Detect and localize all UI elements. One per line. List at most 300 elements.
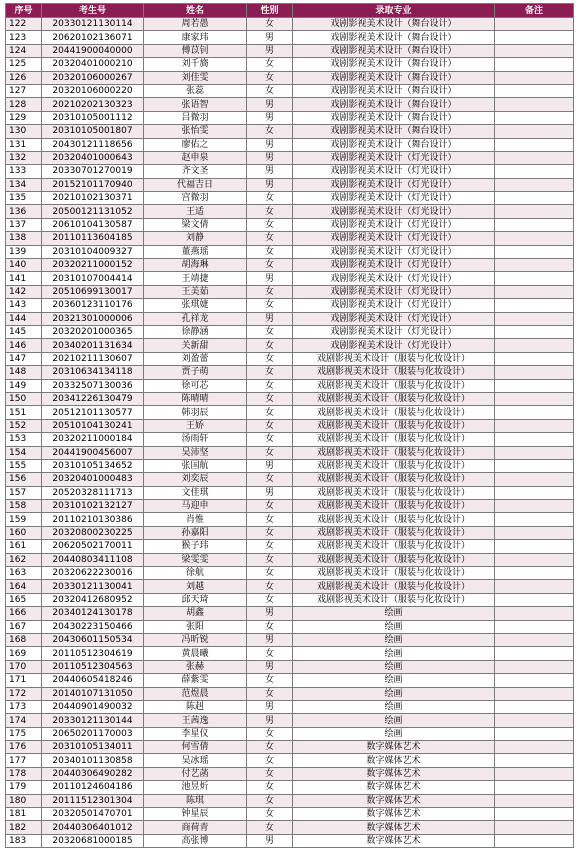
- cell-exam-number: 20610104130587: [42, 218, 144, 231]
- cell-gender: 女: [247, 593, 293, 606]
- cell-name: 汤雨轩: [144, 433, 247, 446]
- cell-name: 薛紫雯: [144, 674, 247, 687]
- table-row: [6, 459, 574, 472]
- cell-exam-number: 20440605418246: [42, 674, 144, 687]
- cell-no: 169: [6, 647, 42, 660]
- cell-major: 戏剧影视美术设计（灯光设计）: [293, 285, 495, 298]
- table-row: [6, 700, 574, 713]
- cell-exam-number: 20110210130386: [42, 513, 144, 526]
- cell-no: 145: [6, 325, 42, 338]
- cell-note: [495, 781, 574, 794]
- cell-major: 戏剧影视美术设计（灯光设计）: [293, 312, 495, 325]
- cell-name: 周若愚: [144, 18, 247, 31]
- cell-gender: 女: [247, 245, 293, 258]
- cell-no: 163: [6, 567, 42, 580]
- cell-no: 136: [6, 205, 42, 218]
- cell-gender: 男: [247, 834, 293, 847]
- table-row: [6, 18, 574, 31]
- cell-note: [495, 727, 574, 740]
- cell-note: [495, 433, 574, 446]
- cell-gender: 女: [247, 352, 293, 365]
- table-row: [6, 71, 574, 84]
- cell-major: 绘画: [293, 633, 495, 646]
- cell-gender: 女: [247, 205, 293, 218]
- table-row: [6, 553, 574, 566]
- cell-gender: 女: [247, 781, 293, 794]
- cell-note: [495, 500, 574, 513]
- cell-major: 戏剧影视美术设计（服装与化妆设计）: [293, 419, 495, 432]
- cell-exam-number: 20320201000365: [42, 325, 144, 338]
- cell-exam-number: 20341226130479: [42, 392, 144, 405]
- cell-exam-number: 20340101130858: [42, 754, 144, 767]
- cell-note: [495, 205, 574, 218]
- table-row: [6, 741, 574, 754]
- table-row: [6, 633, 574, 646]
- cell-major: 戏剧影视美术设计（舞台设计）: [293, 71, 495, 84]
- cell-no: 179: [6, 781, 42, 794]
- cell-exam-number: 20430121118656: [42, 138, 144, 151]
- table-body: [6, 18, 574, 848]
- table-row: [6, 754, 574, 767]
- table-row: [6, 781, 574, 794]
- table-row: [6, 620, 574, 633]
- table-row: [6, 419, 574, 432]
- table-row: [6, 165, 574, 178]
- cell-name: 傅苡钊: [144, 44, 247, 57]
- cell-note: [495, 379, 574, 392]
- cell-note: [495, 754, 574, 767]
- cell-major: 戏剧影视美术设计（灯光设计）: [293, 192, 495, 205]
- cell-no: 135: [6, 192, 42, 205]
- cell-note: [495, 31, 574, 44]
- cell-name: 代福吉日: [144, 178, 247, 191]
- cell-note: [495, 620, 574, 633]
- table-row: [6, 232, 574, 245]
- table-row: [6, 178, 574, 191]
- cell-exam-number: 20310105001112: [42, 111, 144, 124]
- table-row: [6, 205, 574, 218]
- table-row: [6, 218, 574, 231]
- cell-major: 戏剧影视美术设计（服装与化妆设计）: [293, 580, 495, 593]
- cell-exam-number: 20310105001807: [42, 125, 144, 138]
- cell-exam-number: 20320401000643: [42, 151, 144, 164]
- cell-gender: 女: [247, 500, 293, 513]
- cell-name: 马迎申: [144, 500, 247, 513]
- cell-no: 124: [6, 44, 42, 57]
- cell-note: [495, 607, 574, 620]
- cell-name: 韩羽辰: [144, 406, 247, 419]
- cell-exam-number: 20430223150466: [42, 620, 144, 633]
- cell-major: 戏剧影视美术设计（服装与化妆设计）: [293, 513, 495, 526]
- cell-name: 康家玮: [144, 31, 247, 44]
- cell-exam-number: 20310104009327: [42, 245, 144, 258]
- table-row: [6, 446, 574, 459]
- cell-no: 172: [6, 687, 42, 700]
- cell-major: 戏剧影视美术设计（舞台设计）: [293, 138, 495, 151]
- cell-name: 刘越: [144, 580, 247, 593]
- cell-gender: 女: [247, 727, 293, 740]
- cell-exam-number: 20310105134011: [42, 741, 144, 754]
- cell-gender: 女: [247, 821, 293, 834]
- cell-major: 数字媒体艺术: [293, 767, 495, 780]
- table-row: [6, 834, 574, 847]
- cell-note: [495, 151, 574, 164]
- cell-no: 164: [6, 580, 42, 593]
- cell-name: 徐航: [144, 567, 247, 580]
- cell-no: 126: [6, 71, 42, 84]
- cell-note: [495, 767, 574, 780]
- cell-exam-number: 20500121131052: [42, 205, 144, 218]
- cell-no: 157: [6, 486, 42, 499]
- cell-note: [495, 486, 574, 499]
- cell-note: [495, 821, 574, 834]
- table-row: [6, 84, 574, 97]
- table-row: [6, 473, 574, 486]
- cell-major: 戏剧影视美术设计（服装与化妆设计）: [293, 553, 495, 566]
- cell-no: 165: [6, 593, 42, 606]
- cell-gender: 女: [247, 567, 293, 580]
- cell-gender: 女: [247, 392, 293, 405]
- cell-gender: 女: [247, 406, 293, 419]
- table-row: [6, 339, 574, 352]
- cell-major: 数字媒体艺术: [293, 794, 495, 807]
- table-row: [6, 687, 574, 700]
- cell-note: [495, 192, 574, 205]
- cell-gender: 男: [247, 98, 293, 111]
- cell-gender: 男: [247, 151, 293, 164]
- table-row: [6, 727, 574, 740]
- cell-note: [495, 526, 574, 539]
- cell-exam-number: 20340124130178: [42, 607, 144, 620]
- table-row: [6, 272, 574, 285]
- cell-major: 戏剧影视美术设计（舞台设计）: [293, 18, 495, 31]
- cell-major: 数字媒体艺术: [293, 741, 495, 754]
- cell-name: 陈琪: [144, 794, 247, 807]
- cell-name: 孔祥龙: [144, 312, 247, 325]
- cell-name: 陈赳: [144, 700, 247, 713]
- cell-name: 张琪婕: [144, 299, 247, 312]
- cell-no: 122: [6, 18, 42, 31]
- cell-major: 绘画: [293, 620, 495, 633]
- table-row: [6, 593, 574, 606]
- cell-gender: 男: [247, 111, 293, 124]
- cell-no: 170: [6, 660, 42, 673]
- cell-name: 刘千旖: [144, 58, 247, 71]
- cell-major: 戏剧影视美术设计（服装与化妆设计）: [293, 459, 495, 472]
- cell-major: 戏剧影视美术设计（舞台设计）: [293, 58, 495, 71]
- table-row: [6, 392, 574, 405]
- cell-no: 174: [6, 714, 42, 727]
- table-row: [6, 138, 574, 151]
- table-row: [6, 526, 574, 539]
- cell-exam-number: 20320106000267: [42, 71, 144, 84]
- header-name: 姓名: [144, 4, 247, 18]
- cell-exam-number: 20440306401012: [42, 821, 144, 834]
- cell-note: [495, 540, 574, 553]
- cell-name: 王靖捷: [144, 272, 247, 285]
- cell-exam-number: 20360123110176: [42, 299, 144, 312]
- cell-no: 183: [6, 834, 42, 847]
- cell-note: [495, 366, 574, 379]
- cell-name: 董燕瑶: [144, 245, 247, 258]
- cell-note: [495, 339, 574, 352]
- table-row: [6, 794, 574, 807]
- cell-gender: 女: [247, 259, 293, 272]
- cell-exam-number: 20330121130114: [42, 18, 144, 31]
- cell-note: [495, 513, 574, 526]
- cell-no: 139: [6, 245, 42, 258]
- cell-name: 王适: [144, 205, 247, 218]
- table-row: [6, 486, 574, 499]
- cell-major: 绘画: [293, 727, 495, 740]
- cell-gender: 女: [247, 446, 293, 459]
- cell-name: 刘盈蕾: [144, 352, 247, 365]
- cell-major: 戏剧影视美术设计（舞台设计）: [293, 125, 495, 138]
- cell-no: 132: [6, 151, 42, 164]
- table-row: [6, 580, 574, 593]
- cell-name: 齐文圣: [144, 165, 247, 178]
- cell-exam-number: 20441900040000: [42, 44, 144, 57]
- cell-gender: 女: [247, 808, 293, 821]
- cell-major: 绘画: [293, 714, 495, 727]
- cell-no: 149: [6, 379, 42, 392]
- cell-no: 150: [6, 392, 42, 405]
- cell-note: [495, 285, 574, 298]
- cell-major: 数字媒体艺术: [293, 754, 495, 767]
- cell-gender: 女: [247, 767, 293, 780]
- cell-note: [495, 647, 574, 660]
- cell-name: 钟星辰: [144, 808, 247, 821]
- cell-name: 张赫: [144, 660, 247, 673]
- cell-exam-number: 20320401000210: [42, 58, 144, 71]
- cell-major: 数字媒体艺术: [293, 821, 495, 834]
- cell-note: [495, 419, 574, 432]
- table-row: [6, 433, 574, 446]
- cell-name: 黄晨曦: [144, 647, 247, 660]
- cell-no: 131: [6, 138, 42, 151]
- cell-no: 140: [6, 259, 42, 272]
- cell-note: [495, 473, 574, 486]
- cell-gender: 女: [247, 647, 293, 660]
- cell-major: 戏剧影视美术设计（灯光设计）: [293, 178, 495, 191]
- cell-name: 李星仪: [144, 727, 247, 740]
- cell-major: 绘画: [293, 647, 495, 660]
- cell-note: [495, 741, 574, 754]
- cell-major: 戏剧影视美术设计（服装与化妆设计）: [293, 486, 495, 499]
- cell-note: [495, 71, 574, 84]
- cell-no: 147: [6, 352, 42, 365]
- cell-note: [495, 245, 574, 258]
- cell-no: 127: [6, 84, 42, 97]
- cell-major: 戏剧影视美术设计（舞台设计）: [293, 84, 495, 97]
- cell-exam-number: 20620502170011: [42, 540, 144, 553]
- cell-name: 胡海琳: [144, 259, 247, 272]
- cell-no: 134: [6, 178, 42, 191]
- cell-exam-number: 20310107004414: [42, 272, 144, 285]
- cell-no: 173: [6, 700, 42, 713]
- cell-major: 戏剧影视美术设计（服装与化妆设计）: [293, 379, 495, 392]
- cell-no: 156: [6, 473, 42, 486]
- cell-name: 张国航: [144, 459, 247, 472]
- cell-note: [495, 392, 574, 405]
- cell-note: [495, 18, 574, 31]
- cell-no: 137: [6, 218, 42, 231]
- cell-name: 胡鑫: [144, 607, 247, 620]
- cell-no: 166: [6, 607, 42, 620]
- cell-no: 152: [6, 419, 42, 432]
- cell-note: [495, 352, 574, 365]
- cell-note: [495, 111, 574, 124]
- cell-exam-number: 20330121130144: [42, 714, 144, 727]
- cell-no: 158: [6, 500, 42, 513]
- cell-no: 178: [6, 767, 42, 780]
- cell-exam-number: 20320211000184: [42, 433, 144, 446]
- cell-major: 数字媒体艺术: [293, 781, 495, 794]
- cell-note: [495, 700, 574, 713]
- cell-major: 戏剧影视美术设计（服装与化妆设计）: [293, 406, 495, 419]
- cell-exam-number: 20320622230016: [42, 567, 144, 580]
- cell-exam-number: 20440803411108: [42, 553, 144, 566]
- cell-exam-number: 20430601150534: [42, 633, 144, 646]
- table-row: [6, 312, 574, 325]
- header-note: 备注: [495, 4, 574, 18]
- cell-gender: 男: [247, 660, 293, 673]
- cell-exam-number: 20210211130607: [42, 352, 144, 365]
- cell-no: 182: [6, 821, 42, 834]
- cell-gender: 男: [247, 272, 293, 285]
- cell-exam-number: 20512101130577: [42, 406, 144, 419]
- cell-name: 高张博: [144, 834, 247, 847]
- cell-no: 155: [6, 459, 42, 472]
- cell-note: [495, 218, 574, 231]
- cell-name: 张怡雯: [144, 125, 247, 138]
- table-row: [6, 259, 574, 272]
- cell-gender: 男: [247, 138, 293, 151]
- cell-exam-number: 20320211000152: [42, 259, 144, 272]
- table-row: [6, 714, 574, 727]
- cell-name: 冯昕锐: [144, 633, 247, 646]
- cell-exam-number: 20210202130323: [42, 98, 144, 111]
- cell-exam-number: 20332507130036: [42, 379, 144, 392]
- cell-major: 戏剧影视美术设计（舞台设计）: [293, 111, 495, 124]
- cell-gender: 女: [247, 540, 293, 553]
- cell-no: 168: [6, 633, 42, 646]
- cell-note: [495, 553, 574, 566]
- cell-exam-number: 20510104130241: [42, 419, 144, 432]
- cell-gender: 女: [247, 299, 293, 312]
- cell-no: 148: [6, 366, 42, 379]
- cell-name: 徐可芯: [144, 379, 247, 392]
- cell-no: 160: [6, 526, 42, 539]
- cell-gender: 男: [247, 312, 293, 325]
- cell-note: [495, 58, 574, 71]
- cell-major: 戏剧影视美术设计（灯光设计）: [293, 339, 495, 352]
- cell-exam-number: 20110512304563: [42, 660, 144, 673]
- cell-gender: 男: [247, 178, 293, 191]
- cell-major: 戏剧影视美术设计（灯光设计）: [293, 165, 495, 178]
- cell-name: 梁雯雯: [144, 553, 247, 566]
- cell-note: [495, 580, 574, 593]
- cell-note: [495, 312, 574, 325]
- cell-gender: 女: [247, 580, 293, 593]
- cell-gender: 女: [247, 218, 293, 231]
- cell-gender: 男: [247, 459, 293, 472]
- table-row: [6, 366, 574, 379]
- cell-exam-number: 20111512301304: [42, 794, 144, 807]
- header-row: [6, 4, 574, 18]
- cell-no: 176: [6, 741, 42, 754]
- cell-major: 戏剧影视美术设计（服装与化妆设计）: [293, 593, 495, 606]
- cell-name: 王美茹: [144, 285, 247, 298]
- cell-gender: 女: [247, 433, 293, 446]
- cell-exam-number: 20110113604185: [42, 232, 144, 245]
- cell-major: 戏剧影视美术设计（灯光设计）: [293, 245, 495, 258]
- cell-major: 绘画: [293, 700, 495, 713]
- cell-exam-number: 20440901490032: [42, 700, 144, 713]
- cell-note: [495, 325, 574, 338]
- cell-gender: 女: [247, 285, 293, 298]
- cell-note: [495, 794, 574, 807]
- cell-note: [495, 165, 574, 178]
- cell-name: 猴子玮: [144, 540, 247, 553]
- cell-no: 151: [6, 406, 42, 419]
- cell-exam-number: 20320401000483: [42, 473, 144, 486]
- cell-major: 绘画: [293, 607, 495, 620]
- cell-no: 154: [6, 446, 42, 459]
- cell-gender: 女: [247, 687, 293, 700]
- cell-gender: 女: [247, 71, 293, 84]
- cell-gender: 女: [247, 794, 293, 807]
- cell-gender: 男: [247, 714, 293, 727]
- table-row: [6, 808, 574, 821]
- cell-no: 133: [6, 165, 42, 178]
- cell-major: 戏剧影视美术设计（灯光设计）: [293, 299, 495, 312]
- cell-major: 戏剧影视美术设计（灯光设计）: [293, 272, 495, 285]
- cell-exam-number: 20140107131050: [42, 687, 144, 700]
- cell-exam-number: 20310102132127: [42, 500, 144, 513]
- cell-no: 181: [6, 808, 42, 821]
- cell-exam-number: 20320501470701: [42, 808, 144, 821]
- cell-gender: 男: [247, 607, 293, 620]
- cell-name: 关新甜: [144, 339, 247, 352]
- cell-major: 绘画: [293, 660, 495, 673]
- table-row: [6, 299, 574, 312]
- cell-no: 123: [6, 31, 42, 44]
- cell-major: 戏剧影视美术设计（服装与化妆设计）: [293, 366, 495, 379]
- cell-note: [495, 808, 574, 821]
- cell-gender: 女: [247, 58, 293, 71]
- cell-note: [495, 459, 574, 472]
- cell-name: 刘佳雯: [144, 71, 247, 84]
- cell-note: [495, 406, 574, 419]
- table-row: [6, 125, 574, 138]
- table-row: [6, 674, 574, 687]
- table-row: [6, 192, 574, 205]
- cell-name: 商荷青: [144, 821, 247, 834]
- cell-gender: 女: [247, 754, 293, 767]
- cell-exam-number: 20620102136071: [42, 31, 144, 44]
- cell-major: 戏剧影视美术设计（服装与化妆设计）: [293, 500, 495, 513]
- cell-no: 144: [6, 312, 42, 325]
- cell-gender: 女: [247, 473, 293, 486]
- cell-major: 戏剧影视美术设计（服装与化妆设计）: [293, 352, 495, 365]
- cell-exam-number: 20110512304619: [42, 647, 144, 660]
- cell-no: 142: [6, 285, 42, 298]
- table-row: [6, 111, 574, 124]
- cell-major: 数字媒体艺术: [293, 808, 495, 821]
- cell-note: [495, 259, 574, 272]
- cell-gender: 女: [247, 84, 293, 97]
